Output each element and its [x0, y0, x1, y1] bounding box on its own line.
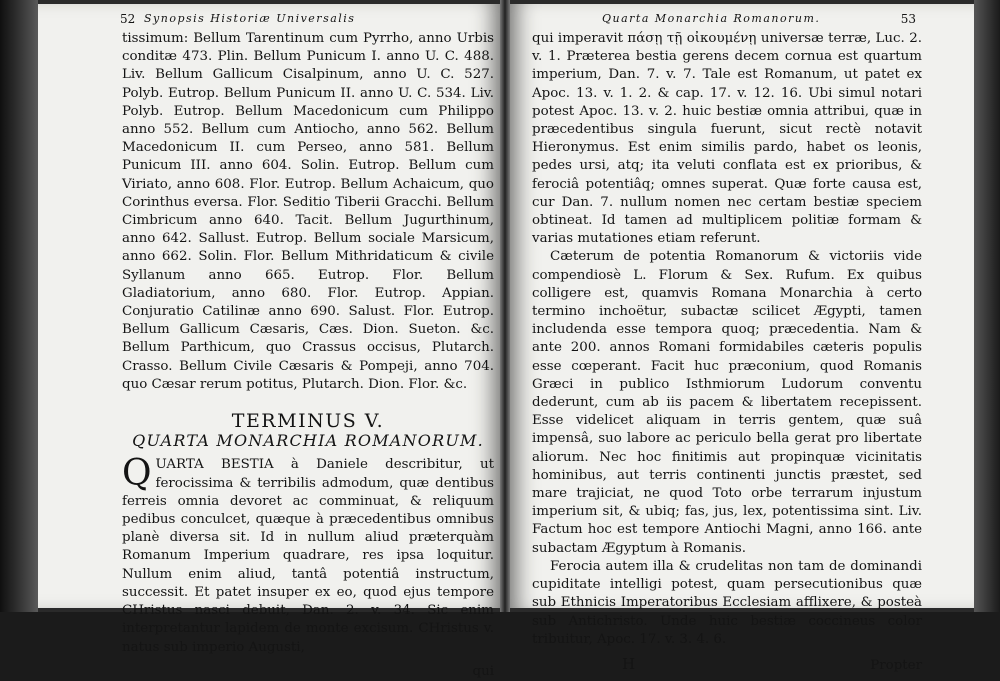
left-running-head-text: Synopsis Historiæ Universalis	[144, 12, 356, 25]
left-running-head	[118, 12, 355, 25]
left-catchword: qui	[472, 663, 494, 679]
drop-cap: Q	[122, 453, 152, 495]
left-paragraph: tissimum: Bellum Tarentinum cum Pyrrho, anno Urbis conditæ 473. Plin. Bellum Punicum I. anno U. C. 488. Liv. Bellum Gallicum Cisalpinum, anno U. C. 527. Polyb. Eutrop. Bellum Punicum II. anno U. C. 534. Liv. Polyb. Eutrop. Bellum Macedonicum cum Philippo anno 552. Bellum cum Antiocho, anno 562. Bellum Macedonicum II. cum Perseo, anno 581. Bellum Punicum III. anno 604. Solin. Eutrop. Bellum cum Viriato, anno 608. Flor. Eutrop. Bellum Achaicum, quo Corinthus eversa. Flor. Seditio Tiberii Gracchi. Bellum Cimbricum anno 640. Tacit. Bellum Jugurthinum, anno 642. Sallust. Eutrop. Bellum sociale Marsicum, anno 662. Solin. Flor. Bellum Mithridaticum & civile Syllanum anno 665. Eutrop. Flor. Bellum Gladiatorium, anno 680. Flor. Eutrop. Appian. Conjuratio Catilinæ anno 690. Salust. Flor. Eutrop. Bellum Gallicum Cæsaris, Cæs. Dion. Sueton. &c. Bellum Parthicum, quo Crassus occisus, Plutarch. Crasso. Bellum Civile Cæsaris & Pompeji, anno 704. quo Cæsar rerum potitus, Plutarch. Dion. Flor. &c.	[122, 31, 494, 392]
right-page-number: 53	[900, 12, 916, 26]
right-paragraph-1: qui imperavit πάσῃ τῇ οἰκουμένῃ universæ terræ, Luc. 2. v. 1. Præterea bestia gerens decem cornua est quartum imperium, Dan. 7. v. 7. Tale est Romanum, ut patet ex Apoc. 13. v. 1. 2. & cap. 17. v. 12. 16. Ubi simul notari potest Apoc. 13. v. 2. huic bestiæ omnia attribui, quæ in præcedentibus singula fuerunt, sicut rectè notavit Hieronymus. Est enim similis pardo, habet os leonis, pedes ursi, atq; ita veluti conflata est ex prioribus, & ferociâ potentiâq; omnes superat. Quæ forte causa est, cur Dan. 7. nullum nomen nec certam bestiæ speciem obtineat. Id tamen ad multiplicem politiæ formam & varias mutationes etiam referunt.	[532, 31, 922, 247]
right-page	[510, 4, 974, 673]
section-title: TERMINUS V.	[231, 410, 385, 433]
right-page-edge	[974, 0, 1000, 612]
right-footer	[532, 655, 922, 675]
section-text: UARTA BESTIA à Daniele describitur, ut ferocissima & terribilis admodum, quæ dentibus ferreis omnia devoret ac comminuat, & reliquum pedibus conculcet, quæque à præcedentibus omnibus planè diversa sit. Id in nullum aliud præterquàm Romanum Imperium quadrare, res ipsa loquitur. Nullum enim aliud, tantâ potentiâ instructum, successit. Et patet insuper ex eo, quod ejus tempore CHristus nasci debuit, Dan. 2. v. 34. Sic enim interpretantur lapidem de monte excisum. CHristus v. natus sub imperio Augusti,	[122, 457, 494, 655]
left-page-edge	[0, 0, 38, 612]
section-subtitle: QUARTA MONARCHIA ROMANORUM.	[132, 431, 484, 451]
left-page	[38, 4, 500, 679]
right-catchword: Propter	[870, 657, 922, 673]
right-running-head: Quarta Monarchia Romanorum.	[602, 12, 821, 25]
left-text-block	[122, 30, 494, 681]
signature-mark: H	[622, 654, 636, 673]
right-paragraph-2: Cæterum de potentia Romanorum & victoriis vide compendiosè L. Florum & Sex. Rufum. Ex quibus colligere est, quamvis Romana Monarchia à certo termino inchoëtur, subactæ scilicet Ægypti, tamen includenda esse tempora quoq; præcedentia. Nam & ante 200. annos Romani formidabiles cæteris populis esse cœperant. Facit huc præconium, quod Romanis Græci in publico Isthmiorum Ludorum conventu dederunt, cum ab iis pacem & libertatem recepissent. Esse videlicet aliquam in terris gentem, quæ suâ impensâ, suo labore ac periculo bella gerat pro libertate aliorum. Nec hoc finitimis aut propinquæ vicinitatis hominibus, aut terris continenti junctis præstet, sed mare trajiciat, ne quod Toto orbe terrarum injustum imperium sit, & ubiq; fas, jus, lex, potentissima sint. Liv. Factum hoc est tempore Antiochi Magni, anno 166. ante subactam Ægyptum à Romanis.	[532, 249, 922, 556]
right-paragraph-3: Ferocia autem illa & crudelitas non tam de dominandi cupiditate intelligi potest, quam persecutionibus quæ sub Ethnicis Imperatoribus Ecclesiam afflixere, & posteà sub Antichristo. Unde huic bestiæ coccineus color tribuitur, Apoc. 17. v. 3. 4. 6.	[532, 558, 922, 647]
left-page-number: 52	[120, 12, 136, 26]
book-gutter	[500, 0, 510, 612]
left-footer	[122, 663, 494, 681]
section-opening-paragraph	[122, 453, 494, 656]
right-text-block	[532, 30, 922, 675]
